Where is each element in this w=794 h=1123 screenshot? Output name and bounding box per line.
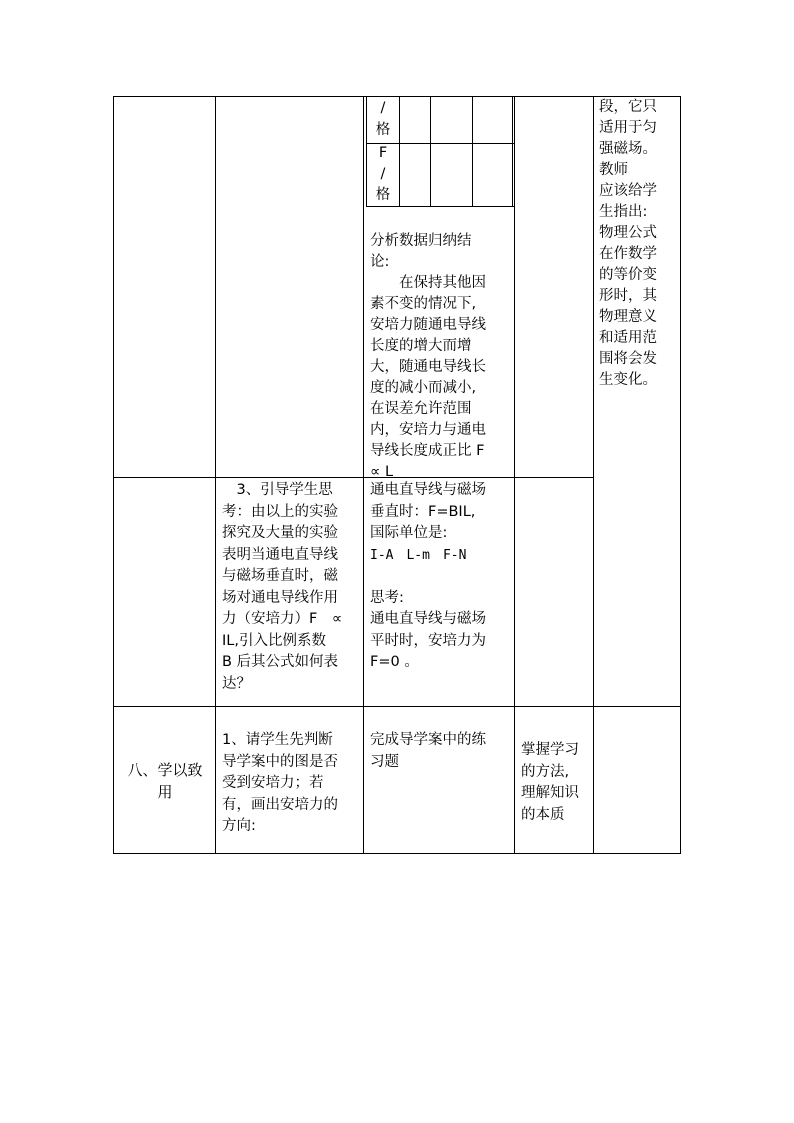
col-divider-3 xyxy=(514,96,515,854)
row-divider-2 xyxy=(113,706,681,707)
row3-col4-intent: 掌握学习 的方法, 理解知识 的本质 xyxy=(521,742,579,823)
col-divider-4 xyxy=(593,96,594,854)
row2-col3-formula: 通电直导线与磁场 垂直时：F=BIL, 国际单位是: I-A L-m F-N 思考: 通电直导线与磁场 平时时，安培力为 F=0 。 xyxy=(370,482,486,670)
col-divider-2 xyxy=(363,96,364,854)
table-left-border xyxy=(113,96,114,854)
data-table-row1-label: / 格 xyxy=(375,100,391,138)
table-right-border xyxy=(680,96,681,854)
row1-col3-conclusion: 分析数据归纳结 论: 在保持其他因 素不变的情况下, 安培力随通电导线 长度的增大而增 大，随通电导线长 度的减小而减小, 在误差允许范围 内，安培力与通电 导线长度成正比 F ∝ L xyxy=(370,233,486,480)
row2-col2-guide: 3、引导学生思 考：由以上的实验 探究及大量的实验 表明当通电直导线 与磁场垂直时，磁 场对通电导线作用 力（安培力）F ∝ IL,引入比例系数 B 后其公式如何表 达？ xyxy=(222,482,343,692)
row3-section-title: 八、学以致 用 xyxy=(127,761,203,801)
table-bottom-border xyxy=(113,853,681,854)
row3-col2-activity: 1、请学生先判断 导学案中的图是否 受到安培力；若 有，画出安培力的 方向: xyxy=(222,732,338,834)
row1-col5-note: 段，它只 适用于匀 强磁场。 教师 应该给学 生指出: 物理公式 在作数学 的等价变 形时，其 物理意义 和适用范 围将会发 生变化。 xyxy=(599,99,657,388)
row-divider-1 xyxy=(113,477,594,478)
data-table-row2-label: F / 格 xyxy=(375,145,391,203)
col-divider-1 xyxy=(215,96,216,854)
table-top-border xyxy=(113,96,681,97)
row3-col3-student-activity: 完成导学案中的练 习题 xyxy=(370,732,486,770)
